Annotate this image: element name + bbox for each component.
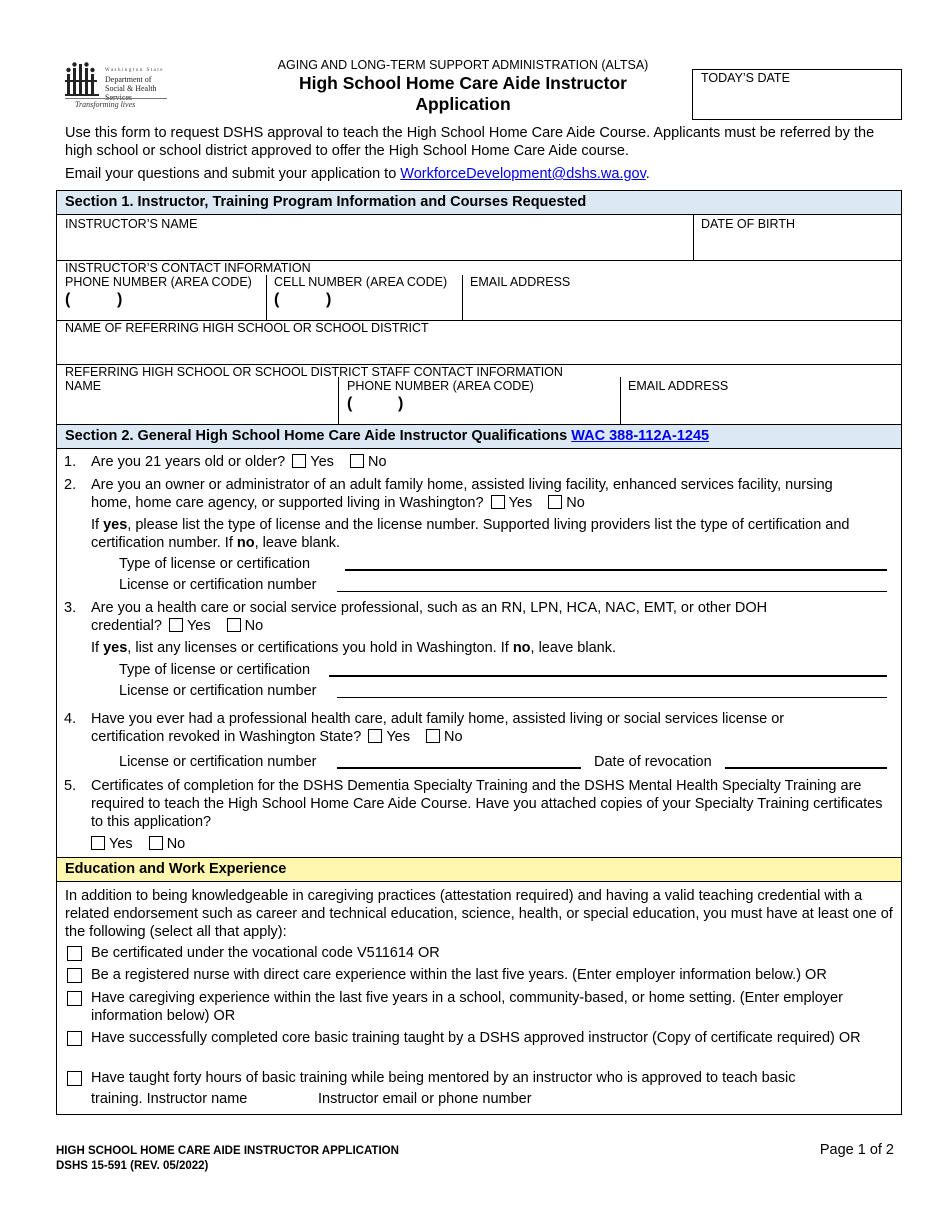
dob-field[interactable]: [694, 215, 901, 260]
q4-line1: Have you ever had a professional health care, adult family home, assisted living or social services license or: [91, 711, 785, 727]
instructor-name-label: INSTRUCTOR’S NAME: [65, 217, 198, 231]
q2-type-label: Type of license or certification: [119, 556, 311, 572]
q4-number-label: License or certification number: [119, 754, 317, 770]
opt4-checkbox[interactable]: [67, 1031, 82, 1046]
phone-paren-close: ): [117, 291, 123, 308]
q1-number: 1.: [64, 454, 77, 470]
staff-phone-label: PHONE NUMBER (AREA CODE): [347, 379, 534, 393]
q3-note-yes: yes: [103, 640, 128, 656]
q2-line1: Are you an owner or administrator of an adult family home, assisted living facility, enhanced services facility, nursing: [91, 477, 833, 493]
q4-line2: [91, 728, 463, 746]
agency-name: AGING AND LONG-TERM SUPPORT ADMINISTRATION (ALTSA): [277, 58, 649, 72]
cell-label: CELL NUMBER (AREA CODE): [274, 275, 448, 289]
opt3-checkbox[interactable]: [67, 991, 82, 1006]
opt1-text: Be certificated under the vocational code V511614 OR: [91, 945, 440, 961]
dshs-logo: [63, 58, 168, 113]
q3-note: [91, 639, 616, 657]
opt2-checkbox[interactable]: [67, 968, 82, 983]
q3-number-label: License or certification number: [119, 683, 317, 699]
q2-note: [91, 516, 891, 552]
referring-school-field[interactable]: [57, 321, 901, 364]
email-instruction: [65, 166, 905, 182]
workforce-email-link[interactable]: WorkforceDevelopment@dshs.wa.gov: [400, 166, 646, 182]
page-number: Page 1 of 2: [819, 1142, 894, 1158]
q2-note-yes: yes: [103, 517, 128, 533]
q2-note-text: , leave blank.: [254, 535, 341, 551]
q3-number-field[interactable]: [337, 697, 887, 698]
intro-text: Use this form to request DSHS approval to teach the High School Home Care Aide Course. Applicants must be referred by the high school or school district approved to offer the High School Home Care Aide course.: [65, 125, 875, 159]
email-prefix: Email your questions and submit your application to: [65, 166, 401, 182]
q3-type-label: Type of license or certification: [119, 662, 311, 678]
instructor-name-field[interactable]: [57, 215, 693, 260]
contact-info-label: INSTRUCTOR’S CONTACT INFORMATION: [65, 261, 311, 275]
q4-no-label: No: [444, 729, 463, 745]
q5-yes-checkbox[interactable]: [91, 836, 105, 850]
education-header: Education and Work Experience: [57, 857, 901, 882]
q3-no-label: No: [244, 618, 264, 634]
q2-line2: [91, 494, 585, 512]
footer-form-name: HIGH SCHOOL HOME CARE AIDE INSTRUCTOR APPLICATION: [56, 1145, 399, 1157]
q3-no-checkbox[interactable]: [227, 618, 241, 632]
cell-field[interactable]: [267, 289, 462, 319]
form-title: [262, 73, 664, 115]
logo-state: Washington State: [105, 68, 165, 73]
q4-revocation-label: Date of revocation: [594, 754, 712, 770]
q2-yes-label: Yes: [508, 495, 533, 511]
staff-name-label: NAME: [65, 379, 102, 393]
phone-field[interactable]: [57, 289, 266, 319]
q4-yes-checkbox[interactable]: [368, 729, 382, 743]
footer-form-number: DSHS 15-591 (REV. 05/2022): [56, 1160, 209, 1172]
todays-date-field[interactable]: [692, 69, 902, 120]
q2-text: home, home care agency, or supported living in Washington?: [91, 495, 484, 511]
q2-yes-checkbox[interactable]: [491, 495, 505, 509]
q4-text: certification revoked in Washington State?: [91, 729, 362, 745]
q2-number-label: License or certification number: [119, 577, 317, 593]
staff-email-label: EMAIL ADDRESS: [628, 379, 729, 393]
application-form: [56, 190, 902, 1115]
section1-header: Section 1. Instructor, Training Program Information and Courses Requested: [57, 191, 901, 215]
opt1-checkbox[interactable]: [67, 946, 82, 961]
q3-note-text: , list any licenses or certifications you hold in Washington. If: [127, 640, 513, 656]
q3-note-text: , leave blank.: [530, 640, 616, 656]
q2-no-checkbox[interactable]: [548, 495, 562, 509]
q1: [91, 453, 387, 471]
q5-answers: [88, 835, 185, 853]
form-title-line2: Application: [415, 94, 511, 114]
q4-yes-label: Yes: [386, 729, 410, 745]
q5-no-checkbox[interactable]: [149, 836, 163, 850]
q3-text: credential?: [91, 618, 162, 634]
email-suffix: .: [645, 166, 650, 182]
q2-note-no: no: [236, 535, 255, 551]
opt5-line1: Have taught forty hours of basic training while being mentored by an instructor who is approved to teach basic: [91, 1070, 796, 1086]
phone-paren-open: (: [65, 291, 71, 308]
q1-no-checkbox[interactable]: [350, 454, 364, 468]
opt5-checkbox[interactable]: [67, 1071, 82, 1086]
q2-number: 2.: [64, 477, 77, 493]
cell-paren-close: ): [326, 291, 332, 308]
section2-title: Section 2. General High School Home Care Aide Instructor Qualifications: [65, 428, 572, 444]
staff-phone-field[interactable]: [339, 393, 620, 423]
dob-label: DATE OF BIRTH: [701, 217, 795, 231]
staff-phone-paren-close: ): [398, 395, 404, 412]
q2-no-label: No: [566, 495, 585, 511]
opt5-instructor-contact-label: Instructor email or phone number: [318, 1091, 532, 1107]
q3-type-field[interactable]: [329, 675, 887, 677]
section2-header: [57, 424, 901, 449]
q3-number: 3.: [64, 600, 77, 616]
q2-note-text: , please list the type of license and the license number. Supported living providers list the type of certification and certification number. If: [91, 517, 850, 551]
q3-note-no: no: [512, 640, 531, 656]
cell-paren-open: (: [274, 291, 280, 308]
q4-no-checkbox[interactable]: [426, 729, 440, 743]
q3-yes-checkbox[interactable]: [169, 618, 183, 632]
email-field[interactable]: [463, 289, 901, 319]
staff-name-field[interactable]: [57, 393, 338, 423]
opt3-text: Have caregiving experience within the last five years in a school, community-based, or home setting. (Enter employer information below) OR: [91, 990, 843, 1024]
phone-label: PHONE NUMBER (AREA CODE): [65, 275, 252, 289]
q2-type-field[interactable]: [345, 569, 887, 571]
staff-phone-paren-open: (: [347, 395, 353, 412]
q4-number-field[interactable]: [337, 767, 581, 769]
logo-department: Department of Social & Health Services: [105, 75, 157, 102]
dshs-emblem-icon: [63, 60, 103, 100]
logo-tagline: Transforming lives: [75, 100, 136, 109]
opt5-instructor-name-label: training. Instructor name: [91, 1091, 248, 1107]
q3-yes-label: Yes: [186, 618, 211, 634]
q4-revocation-field[interactable]: [725, 767, 887, 769]
q1-yes-checkbox[interactable]: [292, 454, 306, 468]
q3-note-text: If: [91, 640, 104, 656]
q2-number-field[interactable]: [337, 591, 887, 592]
q2-note-text: If: [91, 517, 104, 533]
q1-text: Are you 21 years old or older?: [91, 454, 286, 470]
staff-email-field[interactable]: [621, 393, 901, 423]
q3-line2: [91, 617, 263, 635]
opt4-text: Have successfully completed core basic training taught by a DSHS approved instructor (Copy of certificate required) OR: [91, 1030, 861, 1046]
form-title-line1: High School Home Care Aide Instructor: [298, 73, 627, 93]
wac-link[interactable]: WAC 388-112A-1245: [571, 428, 710, 444]
todays-date-label: TODAY’S DATE: [701, 71, 790, 85]
education-intro: In addition to being knowledgeable in caregiving practices (attestation required) and having a valid teaching credential with a related endorsement such as career and technical education, science, health, or special education, you must have at least one of the following (select all that apply):: [65, 888, 893, 940]
q4-number: 4.: [64, 711, 77, 727]
staff-contact-label: REFERRING HIGH SCHOOL OR SCHOOL DISTRICT STAFF CONTACT INFORMATION: [65, 365, 563, 379]
q1-yes-label: Yes: [310, 454, 334, 470]
opt2-text: Be a registered nurse with direct care experience within the last five years. (Enter employer information below.) OR: [91, 967, 827, 983]
q5-text: Certificates of completion for the DSHS Dementia Specialty Training and the DSHS Mental Health Specialty Training are required to teach the High School Home Care Aide Course. Have you attached copies of your Specialty Training certificates to this application?: [91, 778, 883, 830]
logo-divider: [65, 98, 167, 99]
q5-no-label: No: [166, 836, 186, 852]
referring-school-label: NAME OF REFERRING HIGH SCHOOL OR SCHOOL DISTRICT: [65, 321, 429, 335]
q5-number: 5.: [64, 778, 77, 794]
q5-yes-label: Yes: [109, 836, 133, 852]
email-label: EMAIL ADDRESS: [470, 275, 571, 289]
q1-no-label: No: [367, 454, 387, 470]
q3-line1: Are you a health care or social service professional, such as an RN, LPN, HCA, NAC, EMT, or other DOH: [91, 600, 768, 616]
